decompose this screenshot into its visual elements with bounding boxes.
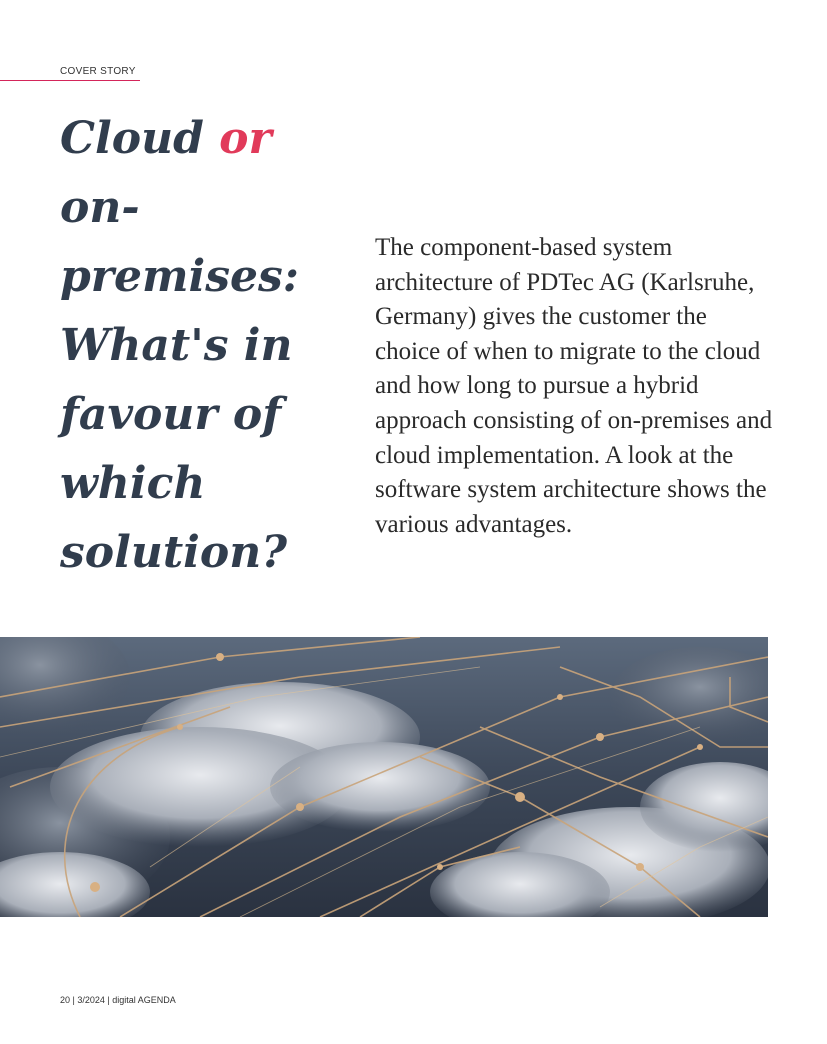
lede-paragraph: The component-based system architecture of PDTec AG (Karlsruhe, Germany) gives the customer the choice of when to migrate to the cloud and how long to pursue a hybrid approach consisting of on-premises and cloud implementation. A look at the software system architecture shows the various advantages. <box>375 234 773 538</box>
headline-part-2: on-premises: What's in favour of which solution? <box>60 182 299 578</box>
hero-illustration <box>0 637 768 917</box>
headline <box>60 104 360 587</box>
section-label: COVER STORY <box>60 66 136 77</box>
section-rule <box>0 80 140 81</box>
headline-accent-word: or <box>219 113 272 164</box>
headline-part-1: Cloud <box>60 113 220 164</box>
page-footer: 20 | 3/2024 | digital AGENDA <box>60 995 176 1005</box>
hero-image <box>0 637 768 917</box>
